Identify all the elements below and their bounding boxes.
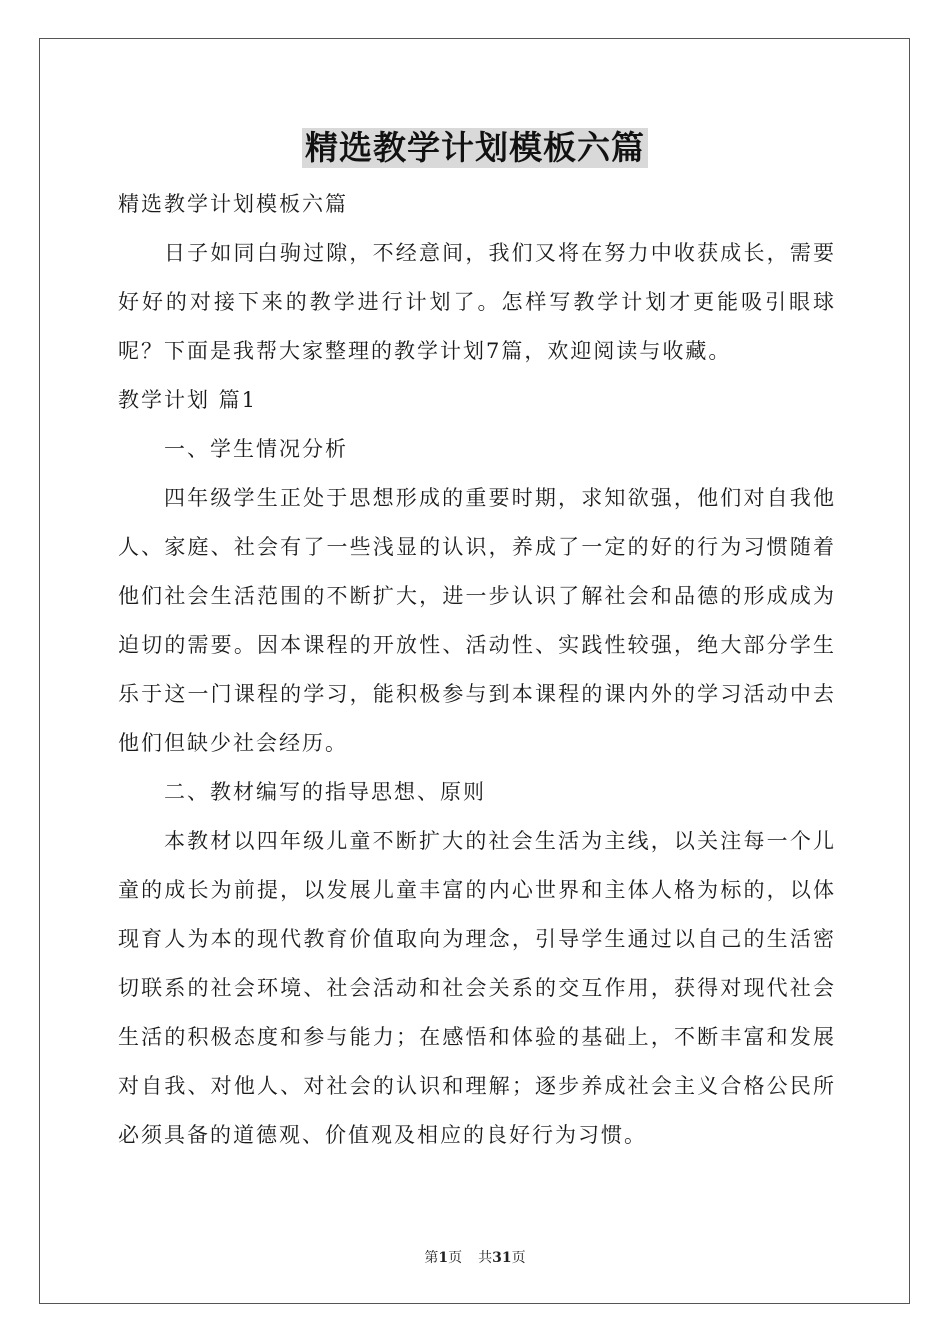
part2-heading: 二、教材编写的指导思想、原则: [164, 780, 486, 804]
total-suffix: 页: [511, 1250, 526, 1266]
page-suffix: 页: [448, 1250, 463, 1266]
part1-heading: 一、学生情况分析: [164, 437, 348, 461]
intro-paragraph: 日子如同白驹过隙，不经意间，我们又将在努力中收获成长，需要好好的对接下来的教学进行计划了。怎样写教学计划才更能吸引眼球呢？下面是我帮大家整理的教学计划7篇，欢迎阅读与收藏。: [118, 241, 836, 363]
total-pages: 31: [492, 1250, 512, 1266]
document-subtitle: 精选教学计划模板六篇: [118, 192, 348, 216]
part2-paragraph: 本教材以四年级儿童不断扩大的社会生活为主线，以关注每一个儿童的成长为前提，以发展儿童丰富的内心世界和主体人格为标的，以体现育人为本的现代教育价值取向为理念，引导学生通过以自己的生活密切联系的社会环境、社会活动和社会关系的交互作用，获得对现代社会生活的积极态度和参与能力；在感悟和体验的基础上，不断丰富和发展对自我、对他人、对社会的认识和理解；逐步养成社会主义合格公民所必须具备的道德观、价值观及相应的良好行为习惯。: [118, 829, 836, 1147]
page-prefix: 第: [424, 1250, 439, 1266]
section-heading: 教学计划 篇1: [118, 388, 258, 412]
part1-paragraph: 四年级学生正处于思想形成的重要时期，求知欲强，他们对自我他人、家庭、社会有了一些浅显的认识，养成了一定的好的行为习惯随着他们社会生活范围的不断扩大，进一步认识了解社会和品德的形成成为迫切的需要。因本课程的开放性、活动性、实践性较强，绝大部分学生乐于这一门课程的学习，能积极参与到本课程的课内外的学习活动中去他们但缺少社会经历。: [118, 486, 836, 755]
document-title: [0, 128, 950, 168]
page-number: 1: [438, 1250, 449, 1266]
document-body: [118, 180, 836, 1160]
page-footer: [0, 1247, 950, 1267]
total-prefix: 共: [478, 1250, 493, 1266]
document-title-text: 精选教学计划模板六篇: [302, 128, 648, 168]
